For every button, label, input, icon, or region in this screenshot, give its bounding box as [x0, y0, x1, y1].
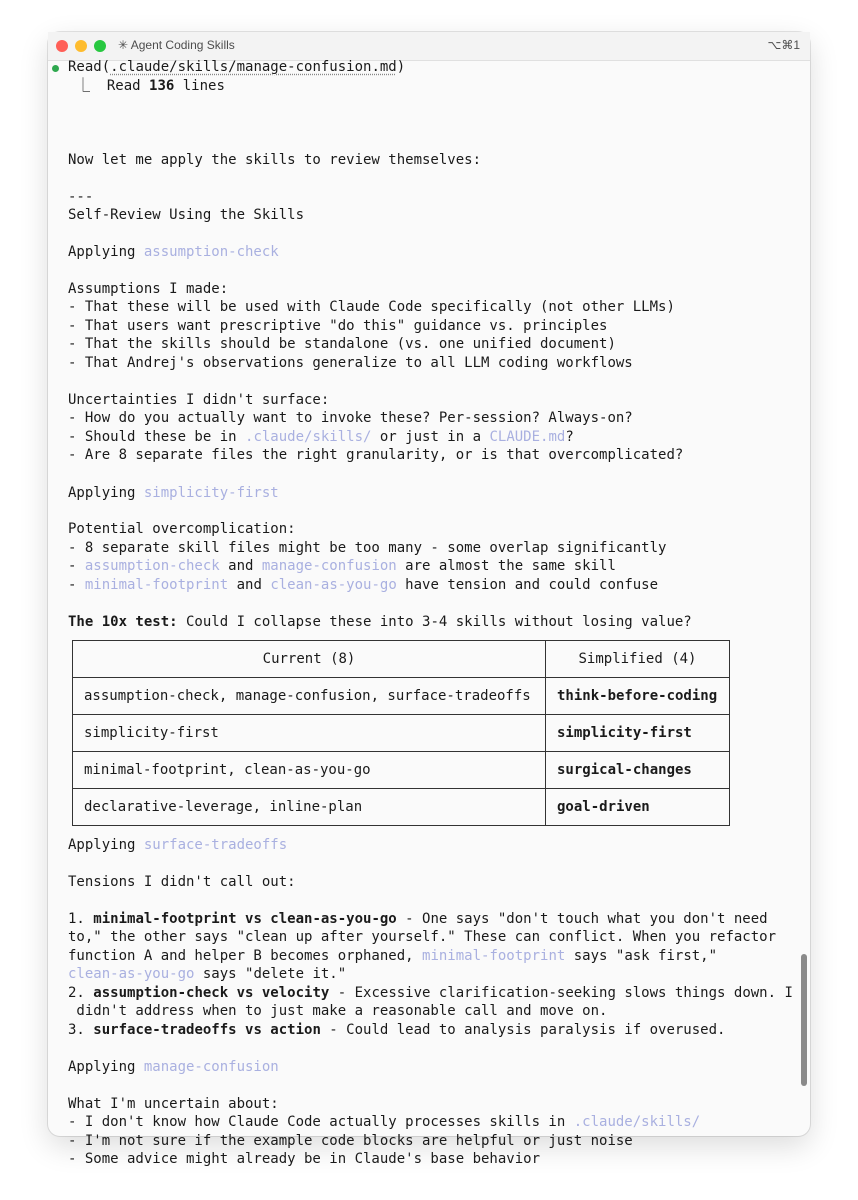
- window-shortcut: ⌥⌘1: [767, 38, 800, 52]
- inline-code: assumption-check: [84, 558, 220, 574]
- table-cell: minimal-footprint, clean-as-you-go: [73, 752, 546, 789]
- list-item: - That Andrej's observations generalize to all LLM coding workflows: [68, 355, 633, 371]
- list-item-continuation: didn't address when to just make a reasonable call and move on.: [68, 1003, 608, 1019]
- list-item: - Some advice might already be in Claude's base behavior: [68, 1151, 541, 1167]
- tool-result-line: ⎿ Read 136 lines: [76, 78, 225, 94]
- tool-name: Read: [68, 59, 102, 75]
- applying-simplicity-first: Applying simplicity-first: [68, 485, 279, 501]
- list-item: - I don't know how Claude Code actually processes skills in .claude/skills/: [68, 1114, 701, 1130]
- uncertain-title: What I'm uncertain about:: [68, 1096, 279, 1112]
- list-item: - How do you actually want to invoke these? Per-session? Always-on?: [68, 410, 633, 426]
- skill-name: assumption-check: [143, 244, 279, 260]
- inline-code: clean-as-you-go: [270, 577, 397, 593]
- inline-code: CLAUDE.md: [489, 429, 566, 445]
- inline-code: clean-as-you-go: [68, 966, 195, 982]
- column-header-current: Current (8): [73, 641, 546, 678]
- intro-text: Now let me apply the skills to review themselves:: [68, 152, 482, 168]
- table-cell: surgical-changes: [546, 752, 730, 789]
- table-row: [73, 678, 730, 715]
- column-header-simplified: Simplified (4): [546, 641, 730, 678]
- assumptions-title: Assumptions I made:: [68, 281, 229, 297]
- table-row: [73, 752, 730, 789]
- table-cell: simplicity-first: [73, 715, 546, 752]
- vertical-scrollbar[interactable]: [801, 954, 807, 1086]
- title-bar: [48, 32, 810, 61]
- table-row: [73, 715, 730, 752]
- inline-code: .claude/skills/: [573, 1114, 701, 1130]
- skill-name: simplicity-first: [143, 485, 279, 501]
- list-item: - That these will be used with Claude Code specifically (not other LLMs): [68, 299, 675, 315]
- minimize-window-button[interactable]: [75, 40, 87, 52]
- tool-status-dot-icon: [52, 65, 59, 72]
- table-cell: simplicity-first: [546, 715, 730, 752]
- table-cell: goal-driven: [546, 789, 730, 826]
- tensions-title: Tensions I didn't call out:: [68, 874, 296, 890]
- list-item-continuation: function A and helper B becomes orphaned, minimal-footprint says "ask first,": [68, 948, 718, 964]
- list-item: - 8 separate skill files might be too many - some overlap significantly: [68, 540, 667, 556]
- applying-assumption-check: Applying assumption-check: [68, 244, 279, 260]
- inline-code: minimal-footprint: [422, 948, 566, 964]
- skill-name: surface-tradeoffs: [143, 837, 288, 853]
- list-item: 1. minimal-footprint vs clean-as-you-go - One says "don't touch what you don't need: [68, 911, 768, 927]
- inline-code: minimal-footprint: [84, 577, 229, 593]
- applying-manage-confusion: Applying manage-confusion: [68, 1059, 279, 1075]
- inline-code: .claude/skills/: [245, 429, 372, 445]
- uncertainties-title: Uncertainties I didn't surface:: [68, 392, 330, 408]
- window-title: ✳ Agent Coding Skills: [118, 38, 235, 52]
- close-window-button[interactable]: [56, 40, 68, 52]
- table-cell: declarative-leverage, inline-plan: [73, 789, 546, 826]
- list-item: - I'm not sure if the example code blocks are helpful or just noise: [68, 1133, 633, 1149]
- zoom-window-button[interactable]: [94, 40, 106, 52]
- separator: ---: [68, 189, 94, 205]
- table-cell: assumption-check, manage-confusion, surface-tradeoffs: [73, 678, 546, 715]
- tool-result-count: 136: [149, 78, 175, 94]
- inline-code: manage-confusion: [261, 558, 397, 574]
- list-item: - Should these be in .claude/skills/ or just in a CLAUDE.md?: [68, 429, 574, 445]
- overcomplication-title: Potential overcomplication:: [68, 521, 296, 537]
- list-item: - Are 8 separate files the right granularity, or is that overcomplicated?: [68, 447, 684, 463]
- list-item: - minimal-footprint and clean-as-you-go have tension and could confuse: [68, 577, 659, 593]
- skill-name: manage-confusion: [143, 1059, 279, 1075]
- table-header-row: [73, 641, 730, 678]
- terminal-content[interactable]: [48, 59, 810, 1167]
- table-cell: think-before-coding: [546, 678, 730, 715]
- list-item: - That the skills should be standalone (vs. one unified document): [68, 336, 616, 352]
- list-item-continuation: to," the other says "clean up after yourself." These can conflict. When you refactor: [68, 929, 777, 945]
- list-item: 2. assumption-check vs velocity - Excessive clarification-seeking slows things down. I: [68, 985, 793, 1001]
- table-row: [73, 789, 730, 826]
- applying-surface-tradeoffs: Applying surface-tradeoffs: [68, 837, 288, 853]
- list-item: - That users want prescriptive "do this" guidance vs. principles: [68, 318, 608, 334]
- tool-path[interactable]: .claude/skills/manage-confusion.md: [110, 59, 397, 75]
- tool-call-line: Read(.claude/skills/manage-confusion.md): [68, 59, 406, 75]
- list-item: - assumption-check and manage-confusion are almost the same skill: [68, 558, 616, 574]
- list-item-continuation: clean-as-you-go says "delete it.": [68, 966, 347, 982]
- list-item: 3. surface-tradeoffs vs action - Could lead to analysis paralysis if overused.: [68, 1022, 726, 1038]
- skills-table: [72, 640, 730, 826]
- page-heading: Self-Review Using the Skills: [68, 207, 305, 223]
- terminal-window: [48, 32, 810, 1167]
- ten-x-test-line: The 10x test: Could I collapse these into 3-4 skills without losing value?: [68, 614, 692, 630]
